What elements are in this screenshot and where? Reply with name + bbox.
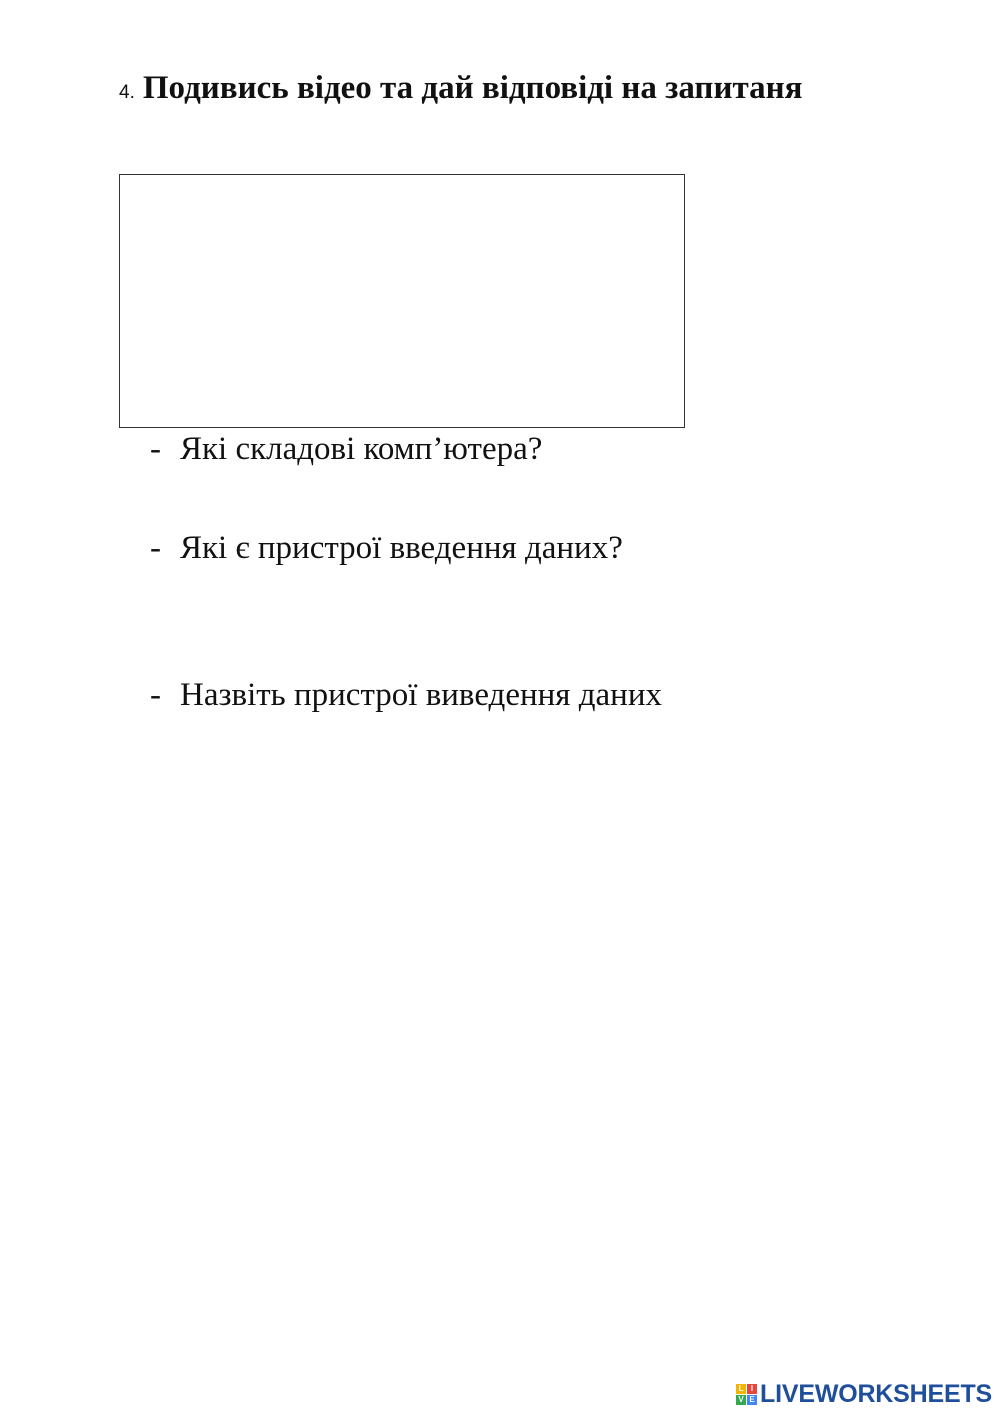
question-text: Які складові комп’ютера? [180,431,543,467]
video-embed[interactable] [119,174,685,428]
liveworksheets-branding [736,1382,992,1407]
list-dash: - [150,530,161,566]
task-number: 4. [119,82,135,103]
logo-letter: E [747,1395,757,1405]
question-text: Які є пристрої введення даних? [180,530,623,566]
liveworksheets-logo-icon [736,1384,757,1405]
task-heading [119,72,802,105]
list-dash: - [150,677,161,713]
logo-letter: L [736,1384,746,1394]
question-item [150,532,623,565]
question-item [150,679,662,712]
logo-letter: V [736,1395,746,1405]
logo-letter: I [747,1384,757,1394]
brand-name: LIVEWORKSHEETS [760,1380,992,1408]
question-item [150,433,542,466]
list-dash: - [150,431,161,467]
task-title: Подивись відео та дай відповіді на запитаня [142,70,803,106]
question-text: Назвіть пристрої виведення даних [180,677,662,713]
